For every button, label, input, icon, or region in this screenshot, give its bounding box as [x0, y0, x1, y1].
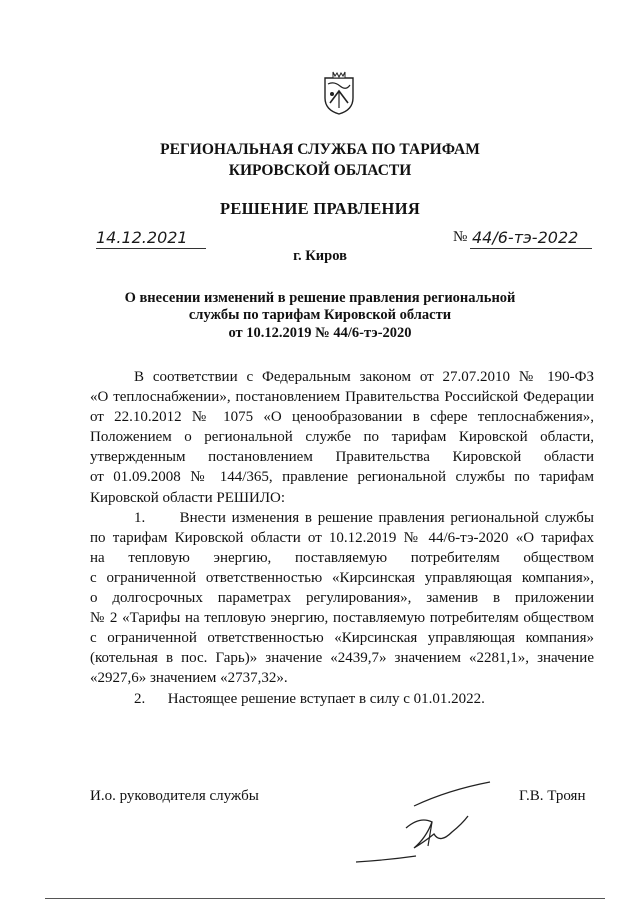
- number-label: №: [453, 229, 468, 245]
- document-number: 44/6-тэ-2022: [472, 228, 579, 247]
- subject-line-3: от 10.12.2019 № 44/6-тэ-2020: [228, 325, 412, 341]
- preamble-line: В соответствии с Федеральным законом от 27.07.2010 № 190-ФЗ: [134, 369, 594, 385]
- preamble-line: «О теплоснабжении», постановлением Правительства Российской Федерации: [90, 389, 594, 406]
- org-name-line2: КИРОВСКОЙ ОБЛАСТИ: [228, 162, 412, 179]
- page-bottom-rule: [45, 898, 605, 899]
- signatory-position: И.о. руководителя службы: [90, 788, 259, 804]
- preamble-line: от 01.09.2008 № 144/365, правление региональной службы по тарифам: [90, 469, 594, 486]
- preamble-line: Положением о региональной службе по тарифам Кировской области,: [90, 429, 594, 446]
- item1-line: (котельная в пос. Гарь)» значение «2439,7» значением «2281,1», значение: [90, 650, 594, 667]
- signatory-name: Г.В. Троян: [519, 788, 586, 804]
- item1-line: с ограниченной ответственностью «Кирсинская управляющая компания»,: [90, 569, 594, 586]
- item1-line: 1. Внести изменения в решение правления региональной службы: [134, 509, 594, 526]
- preamble-line: Кировской области РЕШИЛО:: [90, 489, 286, 506]
- item2-line: 2. Настоящее решение вступает в силу с 01.01.2022.: [134, 690, 485, 707]
- item1-line: по тарифам Кировской области от 10.12.2019 № 44/6-тэ-2020 «О тарифах: [90, 529, 594, 546]
- org-name-line1: РЕГИОНАЛЬНАЯ СЛУЖБА ПО ТАРИФАМ: [160, 141, 480, 158]
- item1-line: на тепловую энергию, поставляемую потребителям обществом: [90, 549, 594, 566]
- handwritten-signature: [348, 776, 508, 868]
- item1-line: о долгосрочных параметрах регулирования», заменив в приложении: [90, 590, 594, 607]
- document-date: 14.12.2021: [96, 228, 188, 247]
- document-body: [90, 367, 594, 709]
- item1-line: с ограниченной ответственностью «Кирсинская управляющая компания»: [90, 630, 594, 647]
- kirov-coat-of-arms-emblem: [322, 70, 356, 116]
- subject-line-1: О внесении изменений в решение правления региональной: [124, 290, 516, 306]
- document-type-title: РЕШЕНИЕ ПРАВЛЕНИЯ: [219, 199, 421, 218]
- city-name: г. Киров: [293, 248, 347, 264]
- subject-line-2: службы по тарифам Кировской области: [188, 307, 452, 323]
- item1-line: «2927,6» значением «2737,32».: [90, 670, 288, 687]
- preamble-line: утвержденным постановлением Правительства Кировской области: [90, 449, 594, 466]
- item1-line: № 2 «Тарифы на тепловую энергию, поставляемую потребителям обществом: [90, 610, 594, 627]
- preamble-line: от 22.10.2012 № 1075 «О ценообразовании в сфере теплоснабжения»,: [90, 409, 594, 426]
